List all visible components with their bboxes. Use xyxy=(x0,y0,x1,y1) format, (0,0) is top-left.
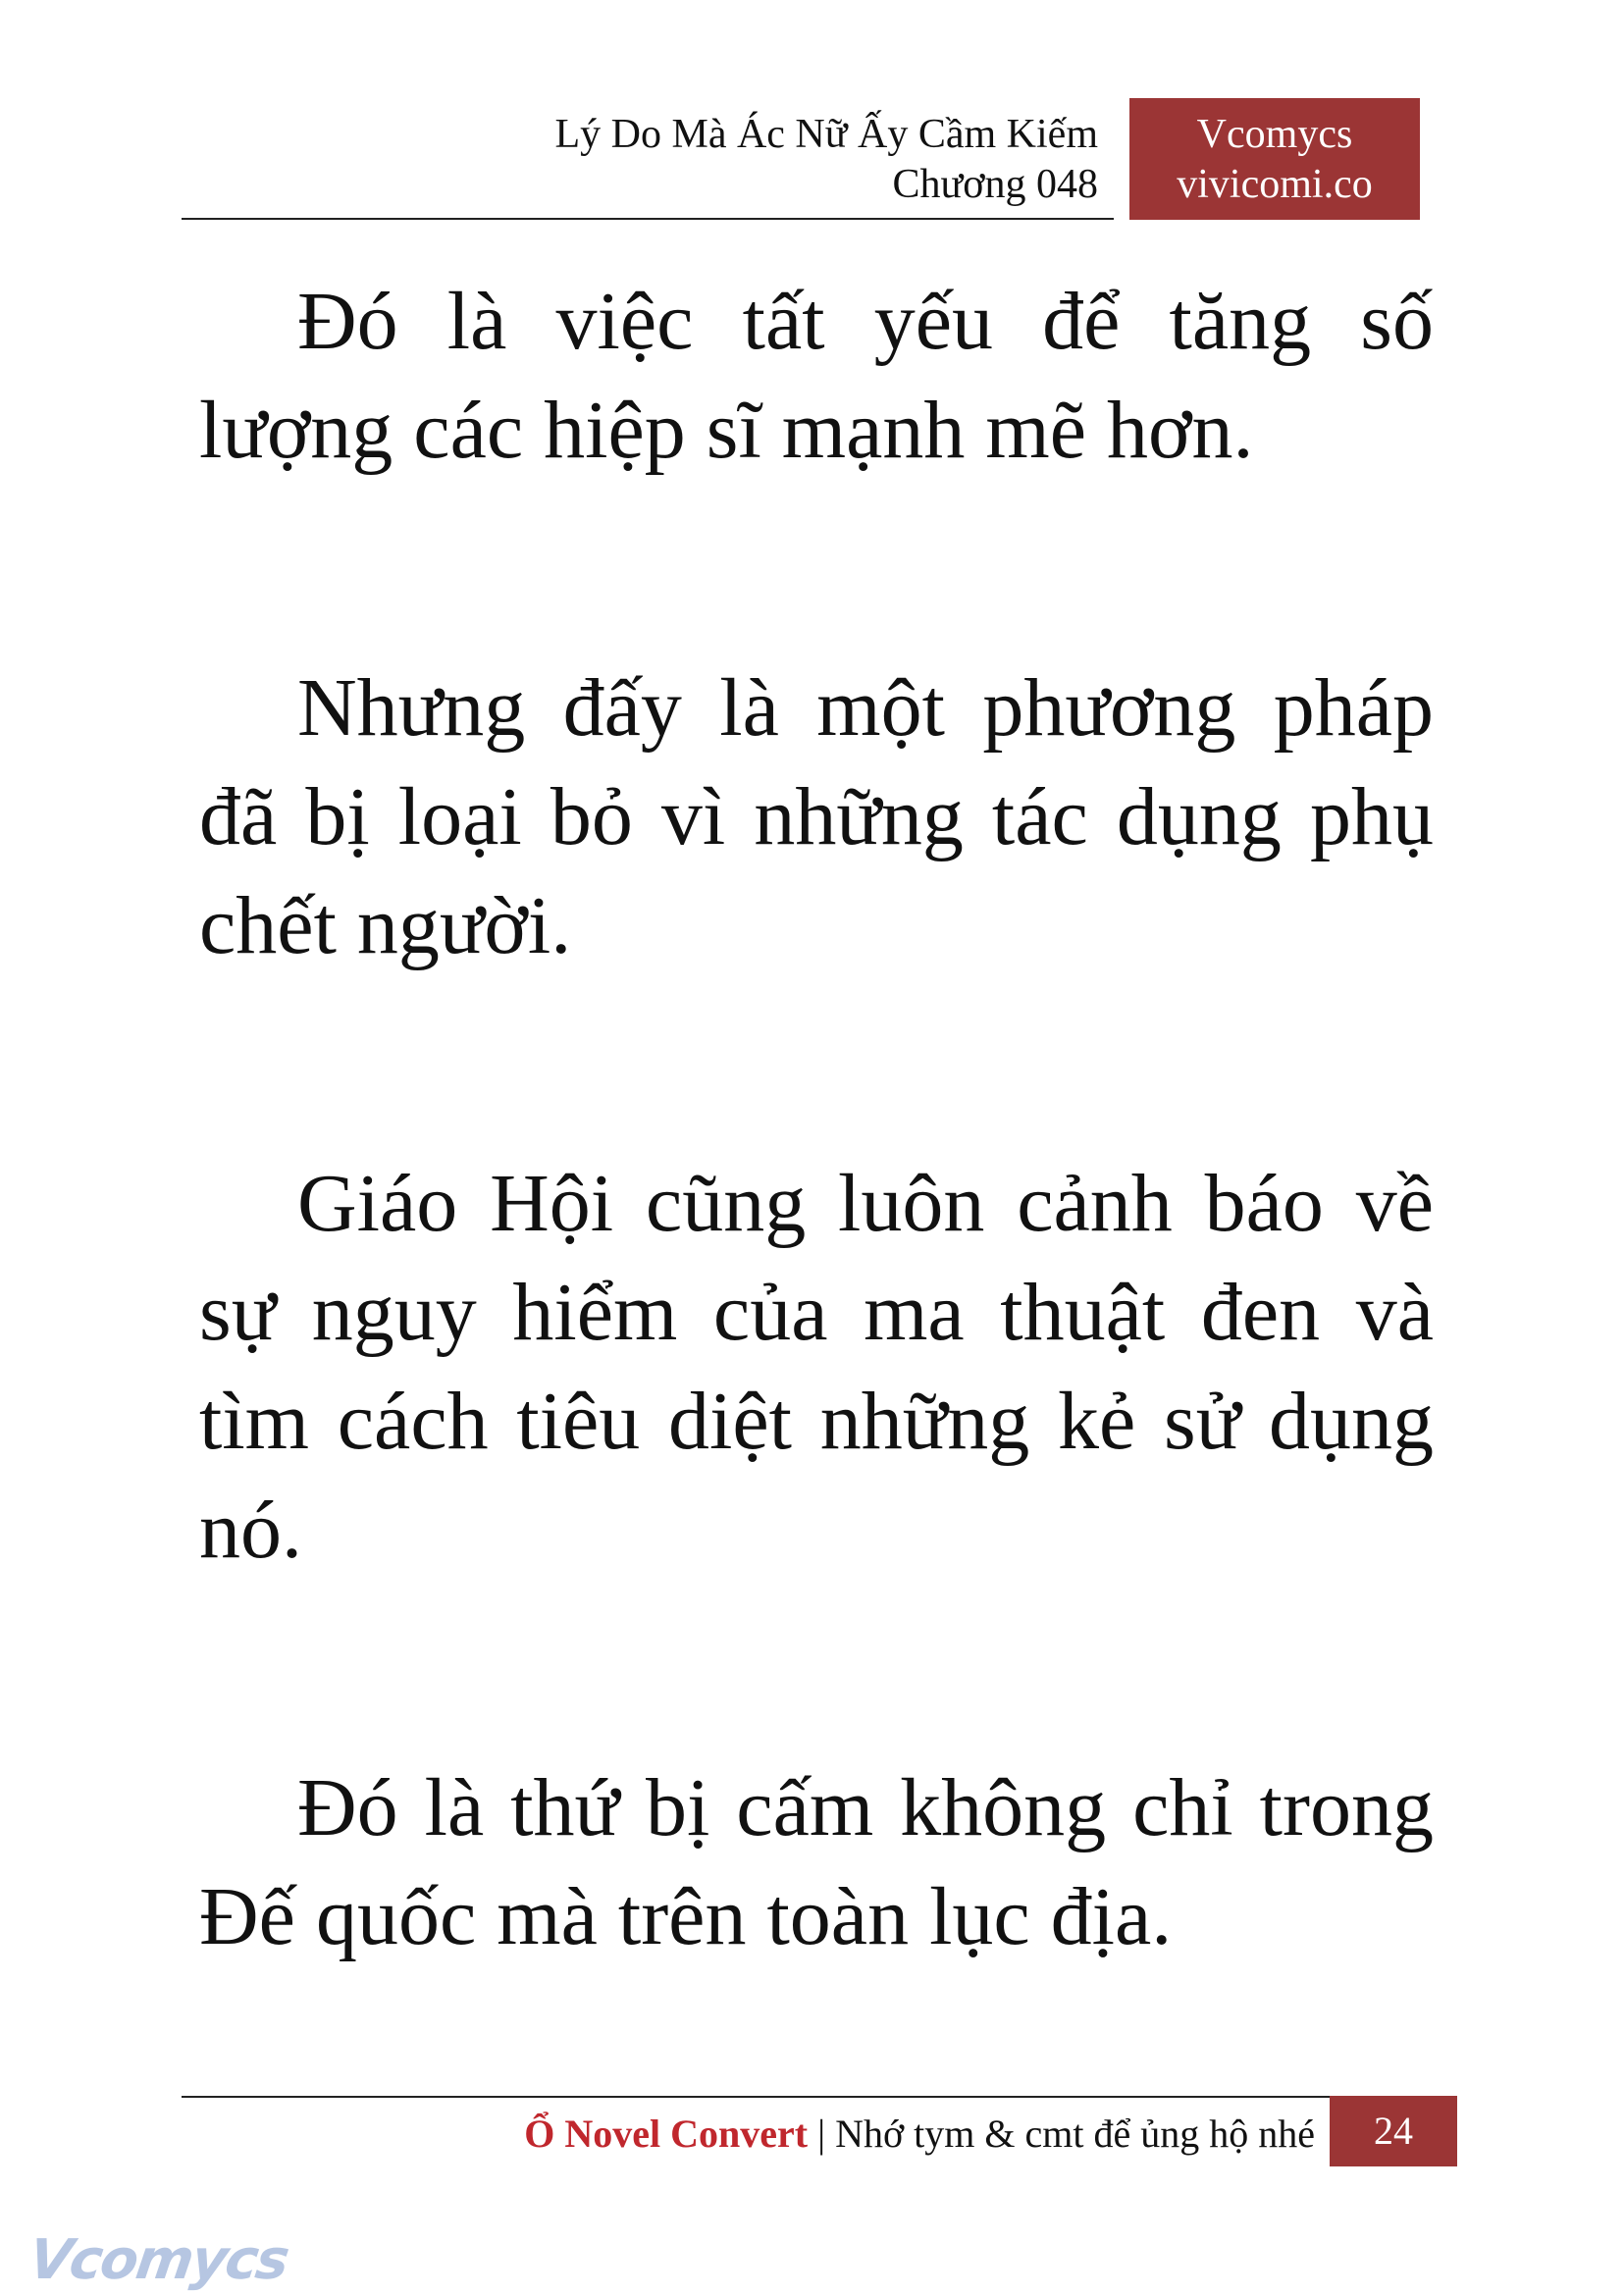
paragraph-2: Nhưng đấy là một phương pháp đã bị loại bỏ vì những tác dụng phụ chết người. xyxy=(199,662,1434,971)
chapter-label: Chương 048 xyxy=(892,162,1098,207)
paragraph-3: Giáo Hội cũng luôn cảnh báo về sự nguy hiểm của ma thuật đen và tìm cách tiêu diệt những kẻ sử dụng nó. xyxy=(199,1158,1434,1576)
brand-box xyxy=(1129,98,1420,220)
footer-brand: Ổ Novel Convert xyxy=(524,2112,809,2156)
paragraph-1: Đó là việc tất yếu để tăng số lượng các hiệp sĩ mạnh mẽ hơn. xyxy=(199,276,1434,476)
brand-name: Vcomycs xyxy=(1196,112,1353,157)
paragraph-4: Đó là thứ bị cấm không chỉ trong Đế quốc mà trên toàn lục địa. xyxy=(199,1762,1434,1962)
page-footer xyxy=(182,2096,1457,2166)
footer-separator: | xyxy=(817,2112,826,2156)
page-content xyxy=(199,267,1434,1971)
watermark-logo: Vcomycs xyxy=(25,2228,292,2292)
brand-site: vivicomi.co xyxy=(1177,162,1373,207)
page-header xyxy=(182,98,1420,220)
footer-text xyxy=(524,2110,1315,2159)
book-title: Lý Do Mà Ác Nữ Ấy Cầm Kiếm xyxy=(554,112,1098,157)
page-number: 24 xyxy=(1330,2096,1457,2166)
header-title-block xyxy=(182,98,1114,220)
footer-divider xyxy=(182,2096,1330,2098)
footer-message: Nhớ tym & cmt để ủng hộ nhé xyxy=(835,2112,1315,2156)
